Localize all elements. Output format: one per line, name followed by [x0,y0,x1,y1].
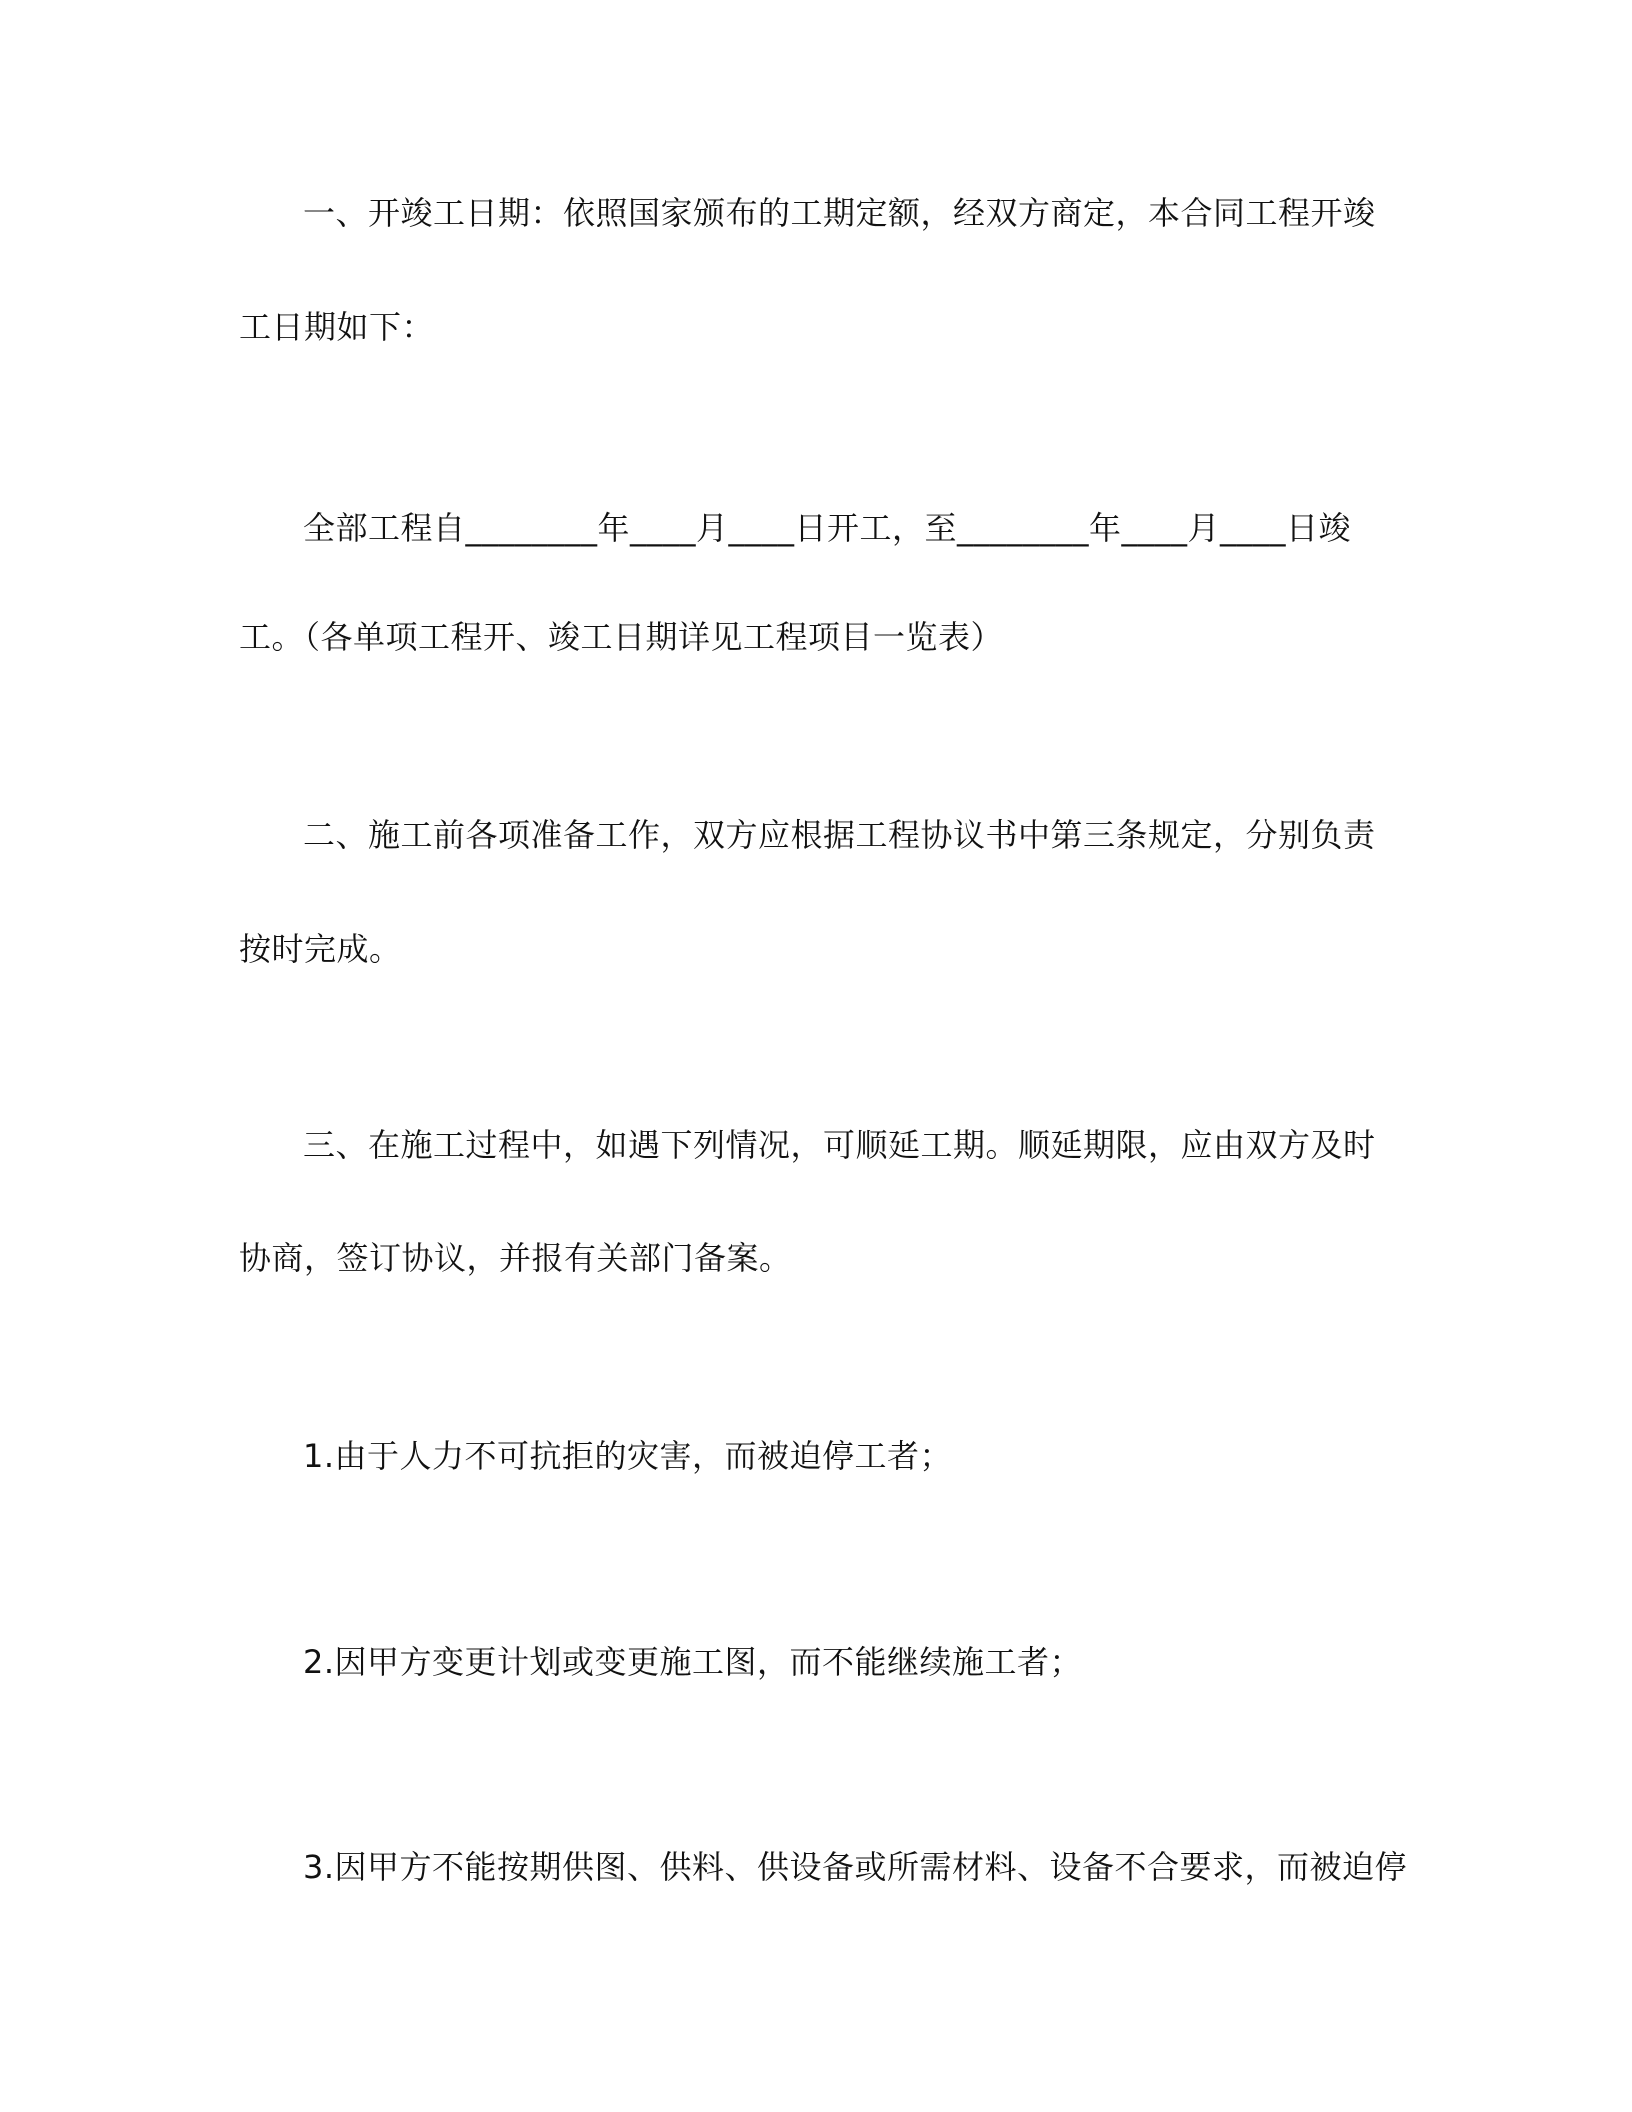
section-2-line-1: 二、施工前各项准备工作，双方应根据工程协议书中第三条规定，分别负责 [303,816,1376,854]
list-item: 2.因甲方变更计划或变更施工图，而不能继续施工者； [303,1643,1083,1681]
section-1-line-1: 一、开竣工日期：依照国家颁布的工期定额，经双方商定，本合同工程开竣 [303,194,1376,232]
schedule-line-2: 工。（各单项工程开、竣工日期详见工程项目一览表） [239,618,1004,656]
section-2-line-2: 按时完成。 [239,930,402,968]
section-1-line-2: 工日期如下： [239,308,435,346]
schedule-line-1: 全部工程自________年____月____日开工，至________年____月____日竣 [303,509,1352,547]
section-3-line-1: 三、在施工过程中，如遇下列情况，可顺延工期。顺延期限，应由双方及时 [303,1126,1376,1164]
section-3-line-2: 协商，签订协议，并报有关部门备案。 [239,1239,792,1277]
list-item: 3.因甲方不能按期供图、供料、供设备或所需材料、设备不合要求，而被迫停 [303,1848,1408,1886]
list-item: 1.由于人力不可抗拒的灾害，而被迫停工者； [303,1437,953,1475]
